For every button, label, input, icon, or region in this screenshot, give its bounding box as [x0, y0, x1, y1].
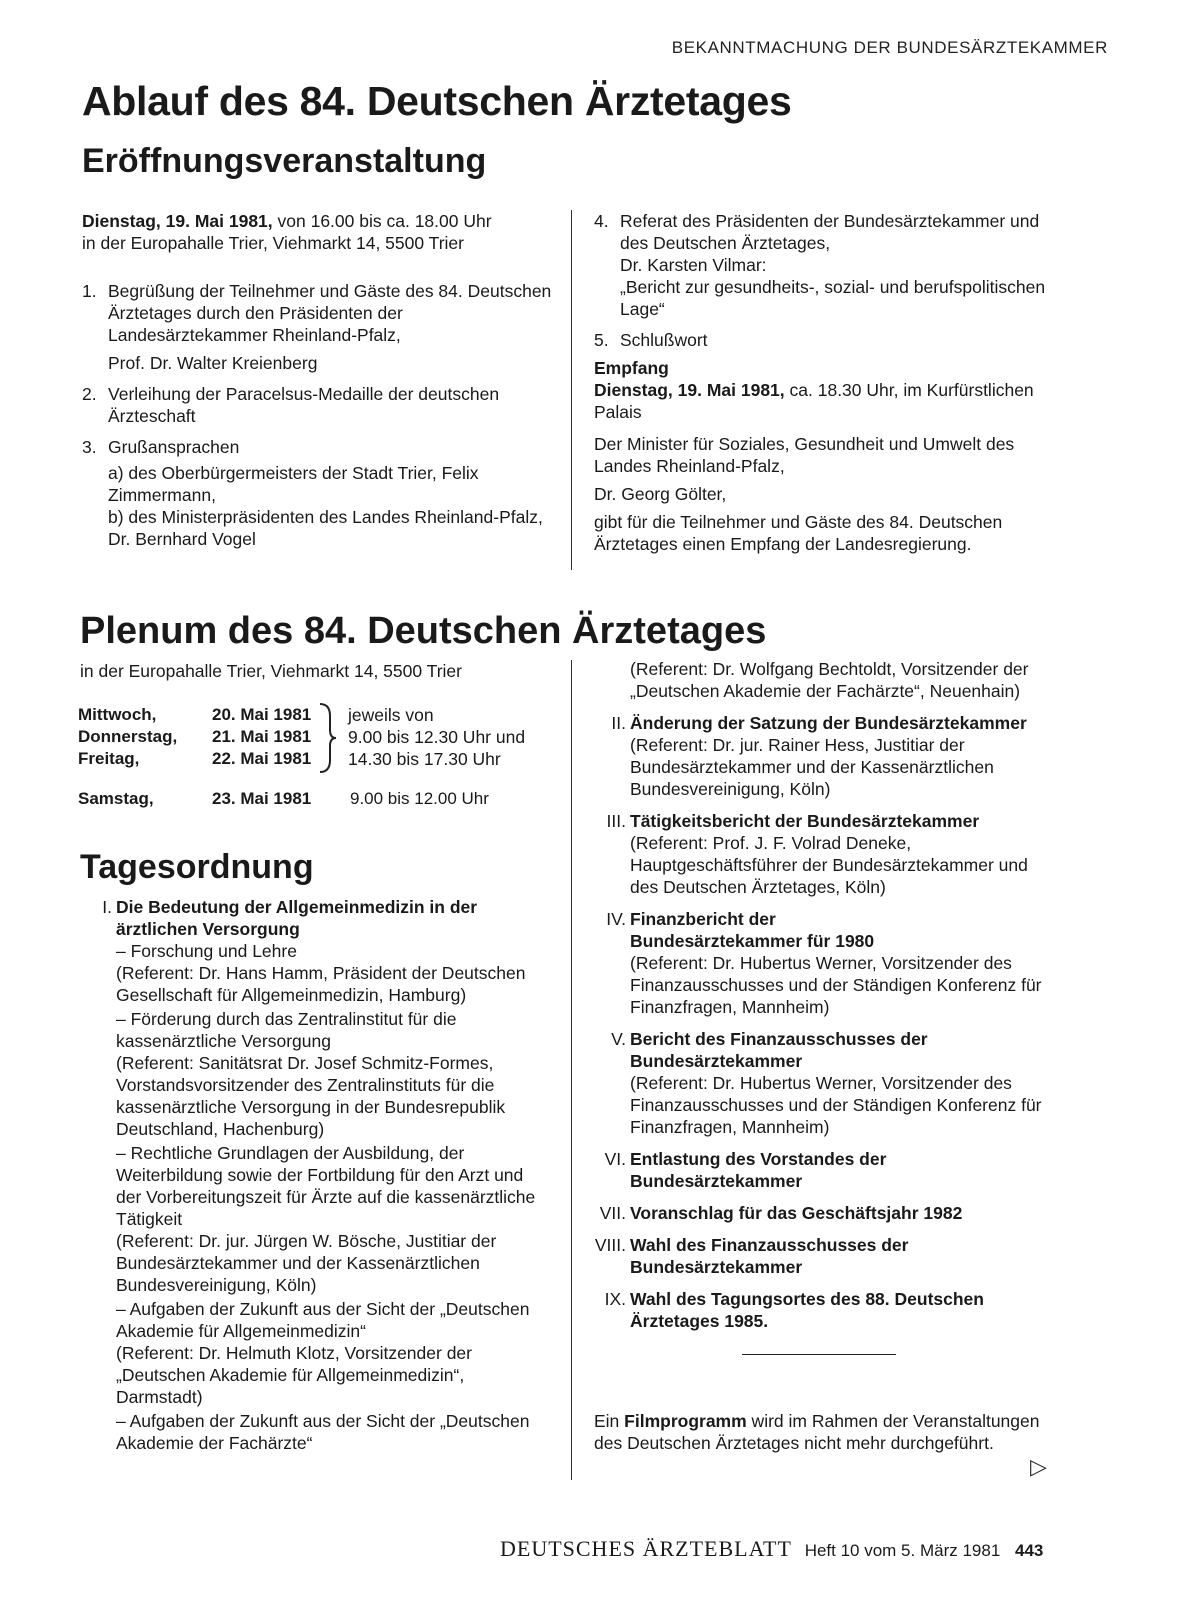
reception-host: Der Minister für Soziales, Gesundheit und Umwelt des Landes Rheinland-Pfalz, [594, 434, 1015, 476]
opening-right-column [594, 210, 1064, 555]
agenda-referent: (Referent: Dr. jur. Jürgen W. Bösche, Justitiar der Bundesärztekammer und der Kassenärztlichen Bundesvereinigung, Köln) [116, 1231, 497, 1295]
agenda-referent: (Referent: Prof. J. F. Volrad Deneke, Hauptgeschäftsführer der Bundesärztekammer und des Deutschen Ärztetages, Köln) [630, 833, 1028, 897]
section-kicker: BEKANNTMACHUNG DER BUNDESÄRZTEKAMMER [671, 38, 1108, 57]
page-title: Ablauf des 84. Deutschen Ärztetages [82, 78, 792, 124]
agenda-item-title: Bericht des Finanzausschusses der Bundesärztekammer [630, 1029, 928, 1071]
reception-date: Dienstag, 19. Mai 1981, ca. 18.30 Uhr, im Kurfürstlichen Palais [594, 380, 1034, 422]
journal-name: DEUTSCHES ÄRZTEBLATT [500, 1536, 792, 1561]
agenda-topic: – Förderung durch das Zentralinstitut für die kassenärztliche Versorgung [116, 1009, 457, 1051]
agenda-item: II. Änderung der Satzung der Bundesärztekammer (Referent: Dr. jur. Rainer Hess, Justitiar der Bundesärztekammer und der Kassenärztlichen Bundesvereinigung, Köln) [630, 712, 1060, 800]
agenda-topic: – Rechtliche Grundlagen der Ausbildung, der Weiterbildung sowie der Fortbildung für den Arzt und der Vorbereitungszeit für Ärzte auf die kassenärztliche Tätigkeit [116, 1143, 536, 1229]
film-note: Ein Filmprogramm wird im Rahmen der Veranstaltungen des Deutschen Ärztetages nicht mehr durchgeführt. [594, 1411, 1040, 1453]
plenum-venue: in der Europahalle Trier, Viehmarkt 14, 5500 Trier [80, 661, 462, 681]
opening-heading: Eröffnungsveranstaltung [82, 142, 487, 180]
agenda-topic: – Aufgaben der Zukunft aus der Sicht der „Deutschen Akademie für Allgemeinmedizin“ [116, 1299, 530, 1341]
agenda-item-title: Tätigkeitsbericht der Bundesärztekammer [630, 811, 980, 831]
agenda-referent: (Referent: Dr. Hubertus Werner, Vorsitzender des Finanzausschusses und der Ständigen Konferenz für Finanzfragen, Mannheim) [630, 953, 1042, 1017]
reception-heading: Empfang [594, 358, 669, 378]
opening-item: 4. Referat des Präsidenten der Bundesärztekammer und des Deutschen Ärztetages, Dr. Karsten Vilmar: „Bericht zur gesundheits-, sozial- und berufspolitischen Lage“ [594, 210, 1064, 320]
agenda-referent: (Referent: Dr. Hubertus Werner, Vorsitzender des Finanzausschusses und der Ständigen Konferenz für Finanzfragen, Mannheim) [630, 1073, 1042, 1137]
agenda-item: IX. Wahl des Tagungsortes des 88. Deutschen Ärztetages 1985. [630, 1288, 1060, 1332]
agenda-item: I. Die Bedeutung der Allgemeinmedizin in der ärztlichen Versorgung – Forschung und Lehre (Referent: Dr. Hans Hamm, Präsident der Deutschen Gesellschaft für Allgemeinmedizin, Hamburg) – Förderung durch das Zentralinstitut für die kassenärztliche Versorgung (Referent: Sanitätsrat Dr. Josef Schmitz-Formes, Vorstandsvorsitzender des Zentralinstituts für die kassenärztliche Versorgung in der Bundesrepublik Deutschland, Hachenburg) – Rechtliche Grundlagen der Ausbildung, der Weiterbildung sowie der Fortbildung für den Arzt und der Vorbereitungszeit für Ärzte auf die kassenärztliche Tätigkeit (Referent: Dr. jur. Jürgen W. Bösche, Justitiar der Bundesärztekammer und der Kassenärztlichen Bundesvereinigung, Köln) – Aufgaben der Zukunft aus der Sicht der „Deutschen Akademie für Allgemeinmedizin“ (Referent: Dr. Helmuth Klotz, Vorsitzender der „Deutschen Akademie für Allgemeinmedizin“, Darmstadt) – Aufgaben der Zukunft aus der Sicht der „Deutschen Akademie der Fachärzte“ [116, 896, 540, 1454]
reception-text: gibt für die Teilnehmer und Gäste des 84. Deutschen Ärztetages einen Empfang der Landesregierung. [594, 512, 1003, 554]
agenda-referent: (Referent: Dr. jur. Rainer Hess, Justitiar der Bundesärztekammer und der Kassenärztlichen Bundesvereinigung, Köln) [630, 735, 994, 799]
page-number: 443 [1015, 1541, 1044, 1560]
opening-item: 2. Verleihung der Paracelsus-Medaille der deutschen Ärzteschaft [82, 384, 500, 426]
page-footer [500, 1536, 1043, 1562]
agenda-item: VIII. Wahl des Finanzausschusses der Bundesärztekammer [630, 1234, 1060, 1278]
schedule-row: Samstag, 23. Mai 1981 9.00 bis 12.00 Uhr [78, 789, 489, 808]
plenum-schedule [78, 704, 330, 770]
agenda-heading: Tagesordnung [80, 848, 314, 886]
agenda-topic: – Forschung und Lehre [116, 941, 297, 961]
saturday-schedule [78, 788, 489, 810]
agenda-item: VII. Voranschlag für das Geschäftsjahr 1982 [630, 1202, 1060, 1224]
opening-left-column [82, 210, 552, 550]
opening-date: Dienstag, 19. Mai 1981, von 16.00 bis ca. 18.00 Uhr [82, 211, 492, 231]
schedule-brace [316, 702, 338, 774]
reception-person: Dr. Georg Gölter, [594, 484, 727, 504]
column-divider [571, 660, 572, 1480]
speech-title: „Bericht zur gesundheits-, sozial- und berufspolitischen Lage“ [620, 277, 1046, 319]
agenda-referent: (Referent: Dr. Wolfgang Bechtoldt, Vorsitzender der „Deutschen Akademie der Fachärzte“, Neuenhain) [630, 659, 1029, 701]
agenda-item: V. Bericht des Finanzausschusses der Bundesärztekammer (Referent: Dr. Hubertus Werner, Vorsitzender des Finanzausschusses und der Ständigen Konferenz für Finanzfragen, Mannheim) [630, 1028, 1060, 1138]
schedule-row: Freitag, 22. Mai 1981 [78, 749, 312, 768]
agenda-item-title: Finanzbericht der Bundesärztekammer für 1980 [630, 909, 875, 951]
opening-item: 1. Begrüßung der Teilnehmer und Gäste des 84. Deutschen Ärztetages durch den Präsidenten der Landesärztekammer Rheinland-Pfalz, Prof. Dr. Walter Kreienberg [82, 281, 552, 373]
agenda-topic: – Aufgaben der Zukunft aus der Sicht der „Deutschen Akademie der Fachärzte“ [116, 1411, 530, 1453]
agenda-item: III. Tätigkeitsbericht der Bundesärztekammer (Referent: Prof. J. F. Volrad Deneke, Hauptgeschäftsführer der Bundesärztekammer und des Deutschen Ärztetages, Köln) [630, 810, 1060, 898]
agenda-left-column [102, 896, 540, 1454]
agenda-referent: (Referent: Sanitätsrat Dr. Josef Schmitz-Formes, Vorstandsvorsitzender des Zentralinstituts für die kassenärztliche Versorgung in der Bundesrepublik Deutschland, Hachenburg) [116, 1053, 506, 1139]
agenda-item: VI. Entlastung des Vorstandes der Bundesärztekammer [630, 1148, 1060, 1192]
column-divider [571, 210, 572, 570]
agenda-referent: (Referent: Dr. Hans Hamm, Präsident der Deutschen Gesellschaft für Allgemeinmedizin, Hamburg) [116, 963, 526, 1005]
plenum-left-column [80, 660, 560, 682]
agenda-item-title: Wahl des Finanzausschusses der Bundesärztekammer [630, 1235, 909, 1277]
agenda-item-title: Änderung der Satzung der Bundesärztekammer [630, 713, 1027, 733]
section-rule [742, 1354, 896, 1355]
agenda-item: IV. Finanzbericht der Bundesärztekammer für 1980 (Referent: Dr. Hubertus Werner, Vorsitzender des Finanzausschusses und der Ständigen Konferenz für Finanzfragen, Mannheim) [630, 908, 1060, 1018]
schedule-row: Donnerstag, 21. Mai 1981 [78, 727, 312, 746]
speaker-name: Dr. Bernhard Vogel [108, 529, 256, 549]
opening-item: 3. Grußansprachen a) des Oberbürgermeisters der Stadt Trier, Felix Zimmermann, b) des Ministerpräsidenten des Landes Rheinland-Pfalz, Dr. Bernhard Vogel [82, 436, 552, 550]
agenda-right-column [594, 658, 1060, 1355]
agenda-item-title: Die Bedeutung der Allgemeinmedizin in der ärztlichen Versorgung [116, 897, 478, 939]
speaker-name: Prof. Dr. Walter Kreienberg [108, 353, 318, 373]
agenda-item-title: Wahl des Tagungsortes des 88. Deutschen Ärztetages 1985. [630, 1289, 984, 1331]
issue-info: Heft 10 vom 5. März 1981 [804, 1541, 1001, 1560]
continue-arrow-icon: ▷ [1030, 1454, 1047, 1479]
agenda-item-title: Entlastung des Vorstandes der Bundesärztekammer [630, 1149, 887, 1191]
opening-venue: in der Europahalle Trier, Viehmarkt 14, 5500 Trier [82, 233, 464, 253]
schedule-row: Mittwoch, 20. Mai 1981 [78, 705, 312, 724]
agenda-referent: (Referent: Dr. Helmuth Klotz, Vorsitzender der „Deutschen Akademie für Allgemeinmedizin“, Darmstadt) [116, 1343, 472, 1407]
opening-item: 5. Schlußwort [594, 330, 708, 350]
plenum-heading: Plenum des 84. Deutschen Ärztetages [80, 610, 767, 652]
schedule-times: jeweils von 9.00 bis 12.30 Uhr und 14.30 bis 17.30 Uhr [348, 705, 526, 769]
agenda-item-title: Voranschlag für das Geschäftsjahr 1982 [630, 1203, 963, 1223]
speaker-name: Dr. Karsten Vilmar: [620, 255, 767, 275]
